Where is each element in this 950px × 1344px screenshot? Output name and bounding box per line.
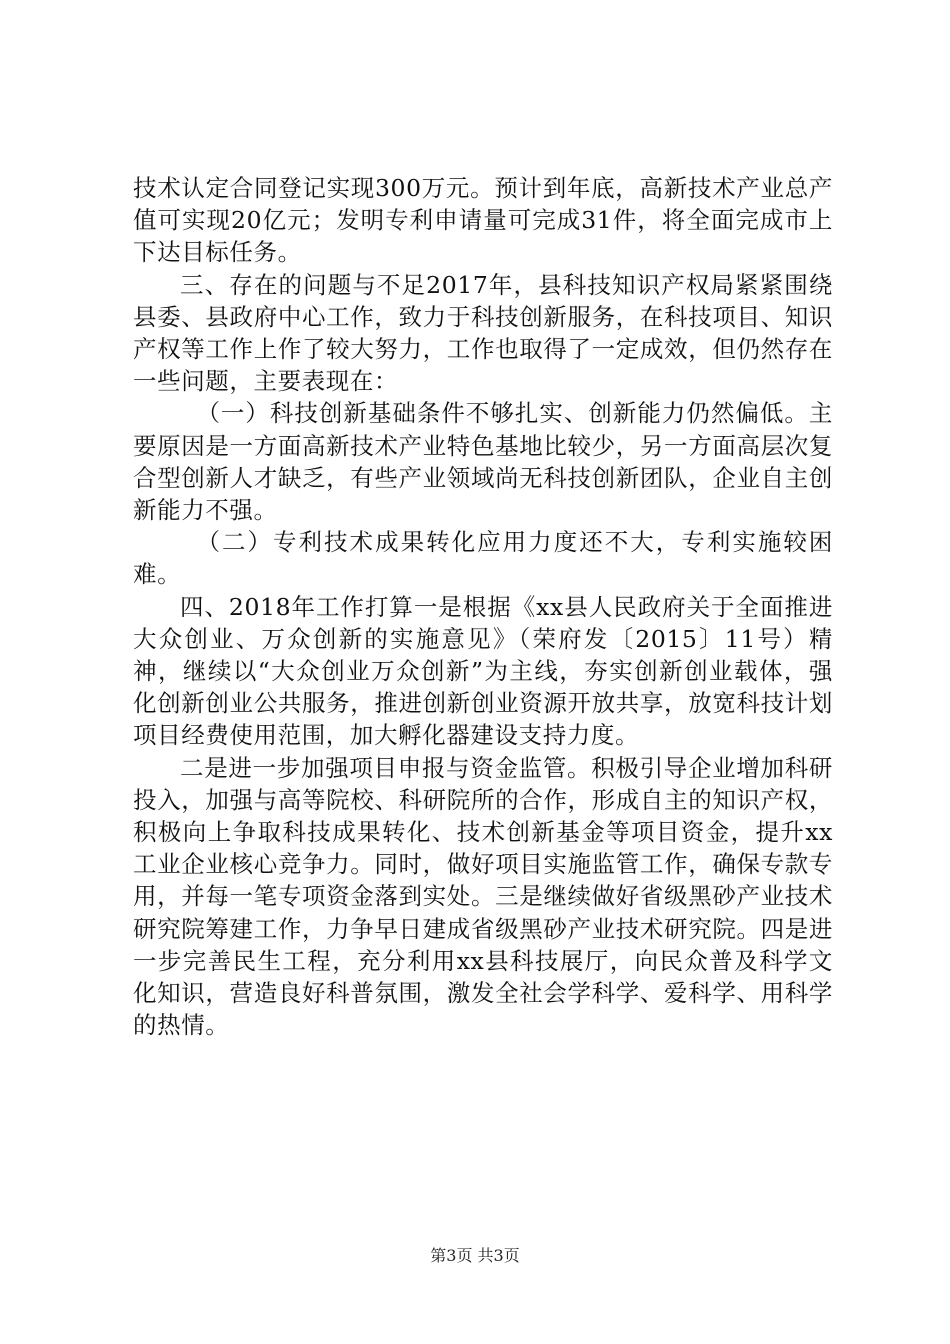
page-footer: 第3页 共3页 bbox=[430, 1246, 520, 1265]
paragraph-2: 三、存在的问题与不足2017年，县科技知识产权局紧紧围绕县委、县政府中心工作，致力于科技创新服务，在科技项目、知识产权等工作上作了较大努力，工作也取得了一定成效，但仍然存在一些问题，主要表现在： bbox=[133, 270, 833, 396]
document-body bbox=[133, 172, 833, 1041]
paragraph-4: （二）专利技术成果转化应用力度还不大，专利实施较困难。 bbox=[133, 528, 833, 589]
paragraph-6: 二是进一步加强项目申报与资金监管。积极引导企业增加科研投入，加强与高等院校、科研院所的合作，形成自主的知识产权，积极向上争取科技成果转化、技术创新基金等项目资金，提升xx工业企业核心竞争力。同时，做好项目实施监管工作，确保专款专用，并每一笔专项资金落到实处。三是继续做好省级黑砂产业技术研究院筹建工作，力争早日建成省级黑砂产业技术研究院。四是进一步完善民生工程，充分利用xx县科技展厅，向民众普及科学文化知识，营造良好科普氛围，激发全社会学科学、爱科学、用科学的热情。 bbox=[133, 753, 833, 1040]
paragraph-1: 技术认定合同登记实现300万元。预计到年底，高新技术产业总产值可实现20亿元；发明专利申请量可完成31件，将全面完成市上下达目标任务。 bbox=[133, 174, 833, 267]
paragraph-3: （一）科技创新基础条件不够扎实、创新能力仍然偏低。主要原因是一方面高新技术产业特色基地比较少，另一方面高层次复合型创新人才缺乏，有些产业领域尚无科技创新团队，企业自主创新能力不强。 bbox=[133, 399, 833, 525]
paragraph-5: 四、2018年工作打算一是根据《xx县人民政府关于全面推进大众创业、万众创新的实施意见》（荣府发〔2015〕11号）精神，继续以“大众创业万众创新”为主线，夯实创新创业载体，强化创新创业公共服务，推进创新创业资源开放共享，放宽科技计划项目经费使用范围，加大孵化器建设支持力度。 bbox=[133, 592, 833, 750]
